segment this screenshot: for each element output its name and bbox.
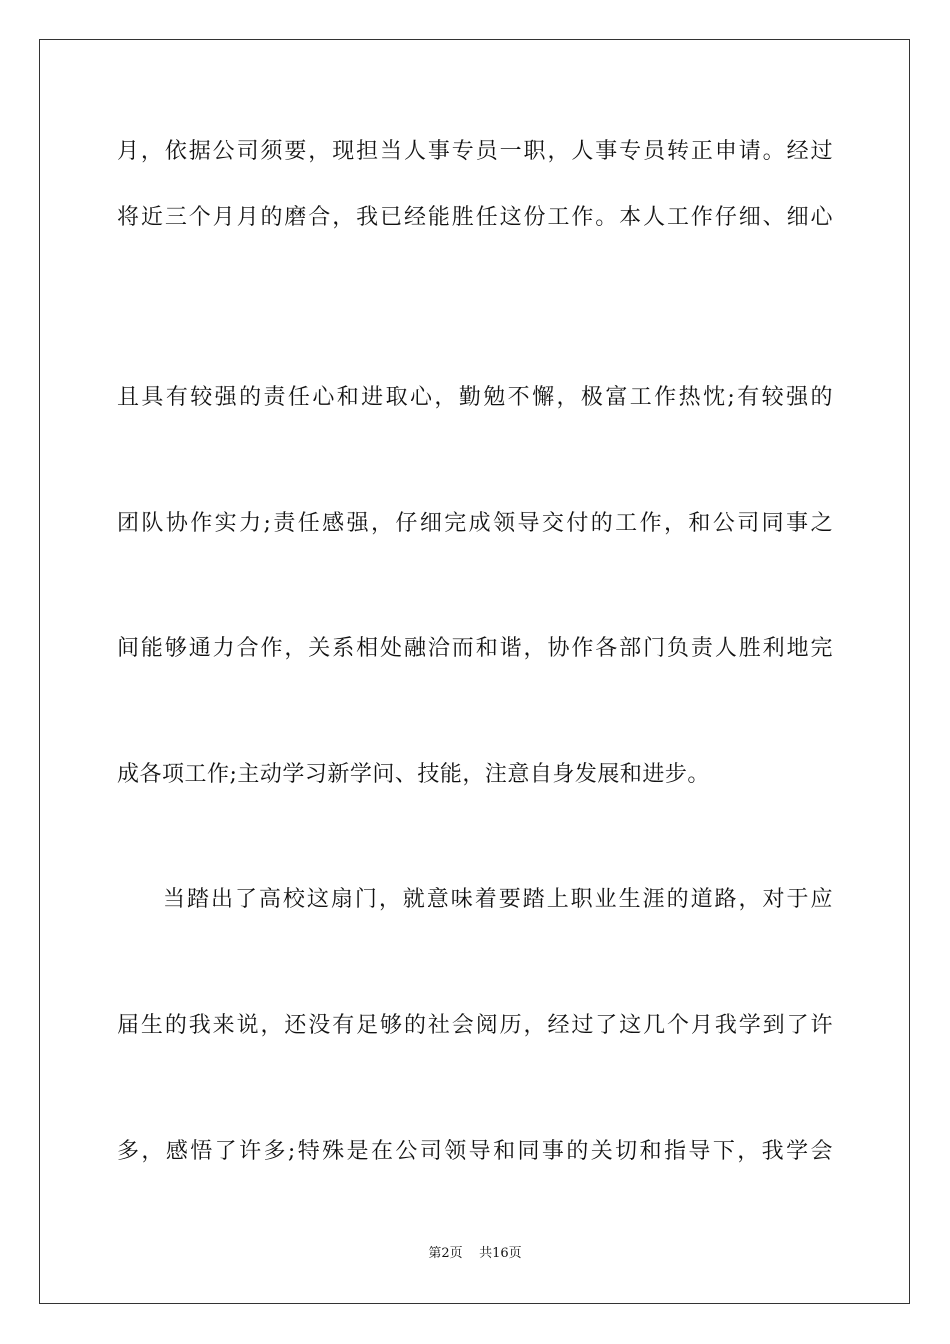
body-text-line: 间能够通力合作，关系相处融洽而和谐，协作各部门负责人胜利地完	[117, 636, 833, 661]
body-text-line: 多，感悟了许多;特殊是在公司领导和同事的关切和指导下，我学会	[117, 1139, 833, 1164]
page-footer	[0, 1245, 950, 1263]
body-text-line: 届生的我来说，还没有足够的社会阅历，经过了这几个月我学到了许	[117, 1013, 833, 1038]
body-text-line: 团队协作实力;责任感强，仔细完成领导交付的工作，和公司同事之	[117, 511, 833, 536]
page-total: 共16页	[479, 1246, 522, 1261]
body-text-line: 且具有较强的责任心和进取心，勤勉不懈，极富工作热忱;有较强的	[117, 385, 833, 410]
page-number: 第2页	[428, 1246, 463, 1261]
paragraph-first-line: 当踏出了高校这扇门，就意味着要踏上职业生涯的道路，对于应	[163, 887, 833, 912]
body-text-line: 成各项工作;主动学习新学问、技能，注意自身发展和进步。	[117, 762, 710, 787]
body-text-line: 月，依据公司须要，现担当人事专员一职，人事专员转正申请。经过	[117, 139, 833, 164]
body-text-line: 将近三个月月的磨合，我已经能胜任这份工作。本人工作仔细、细心	[117, 205, 833, 230]
